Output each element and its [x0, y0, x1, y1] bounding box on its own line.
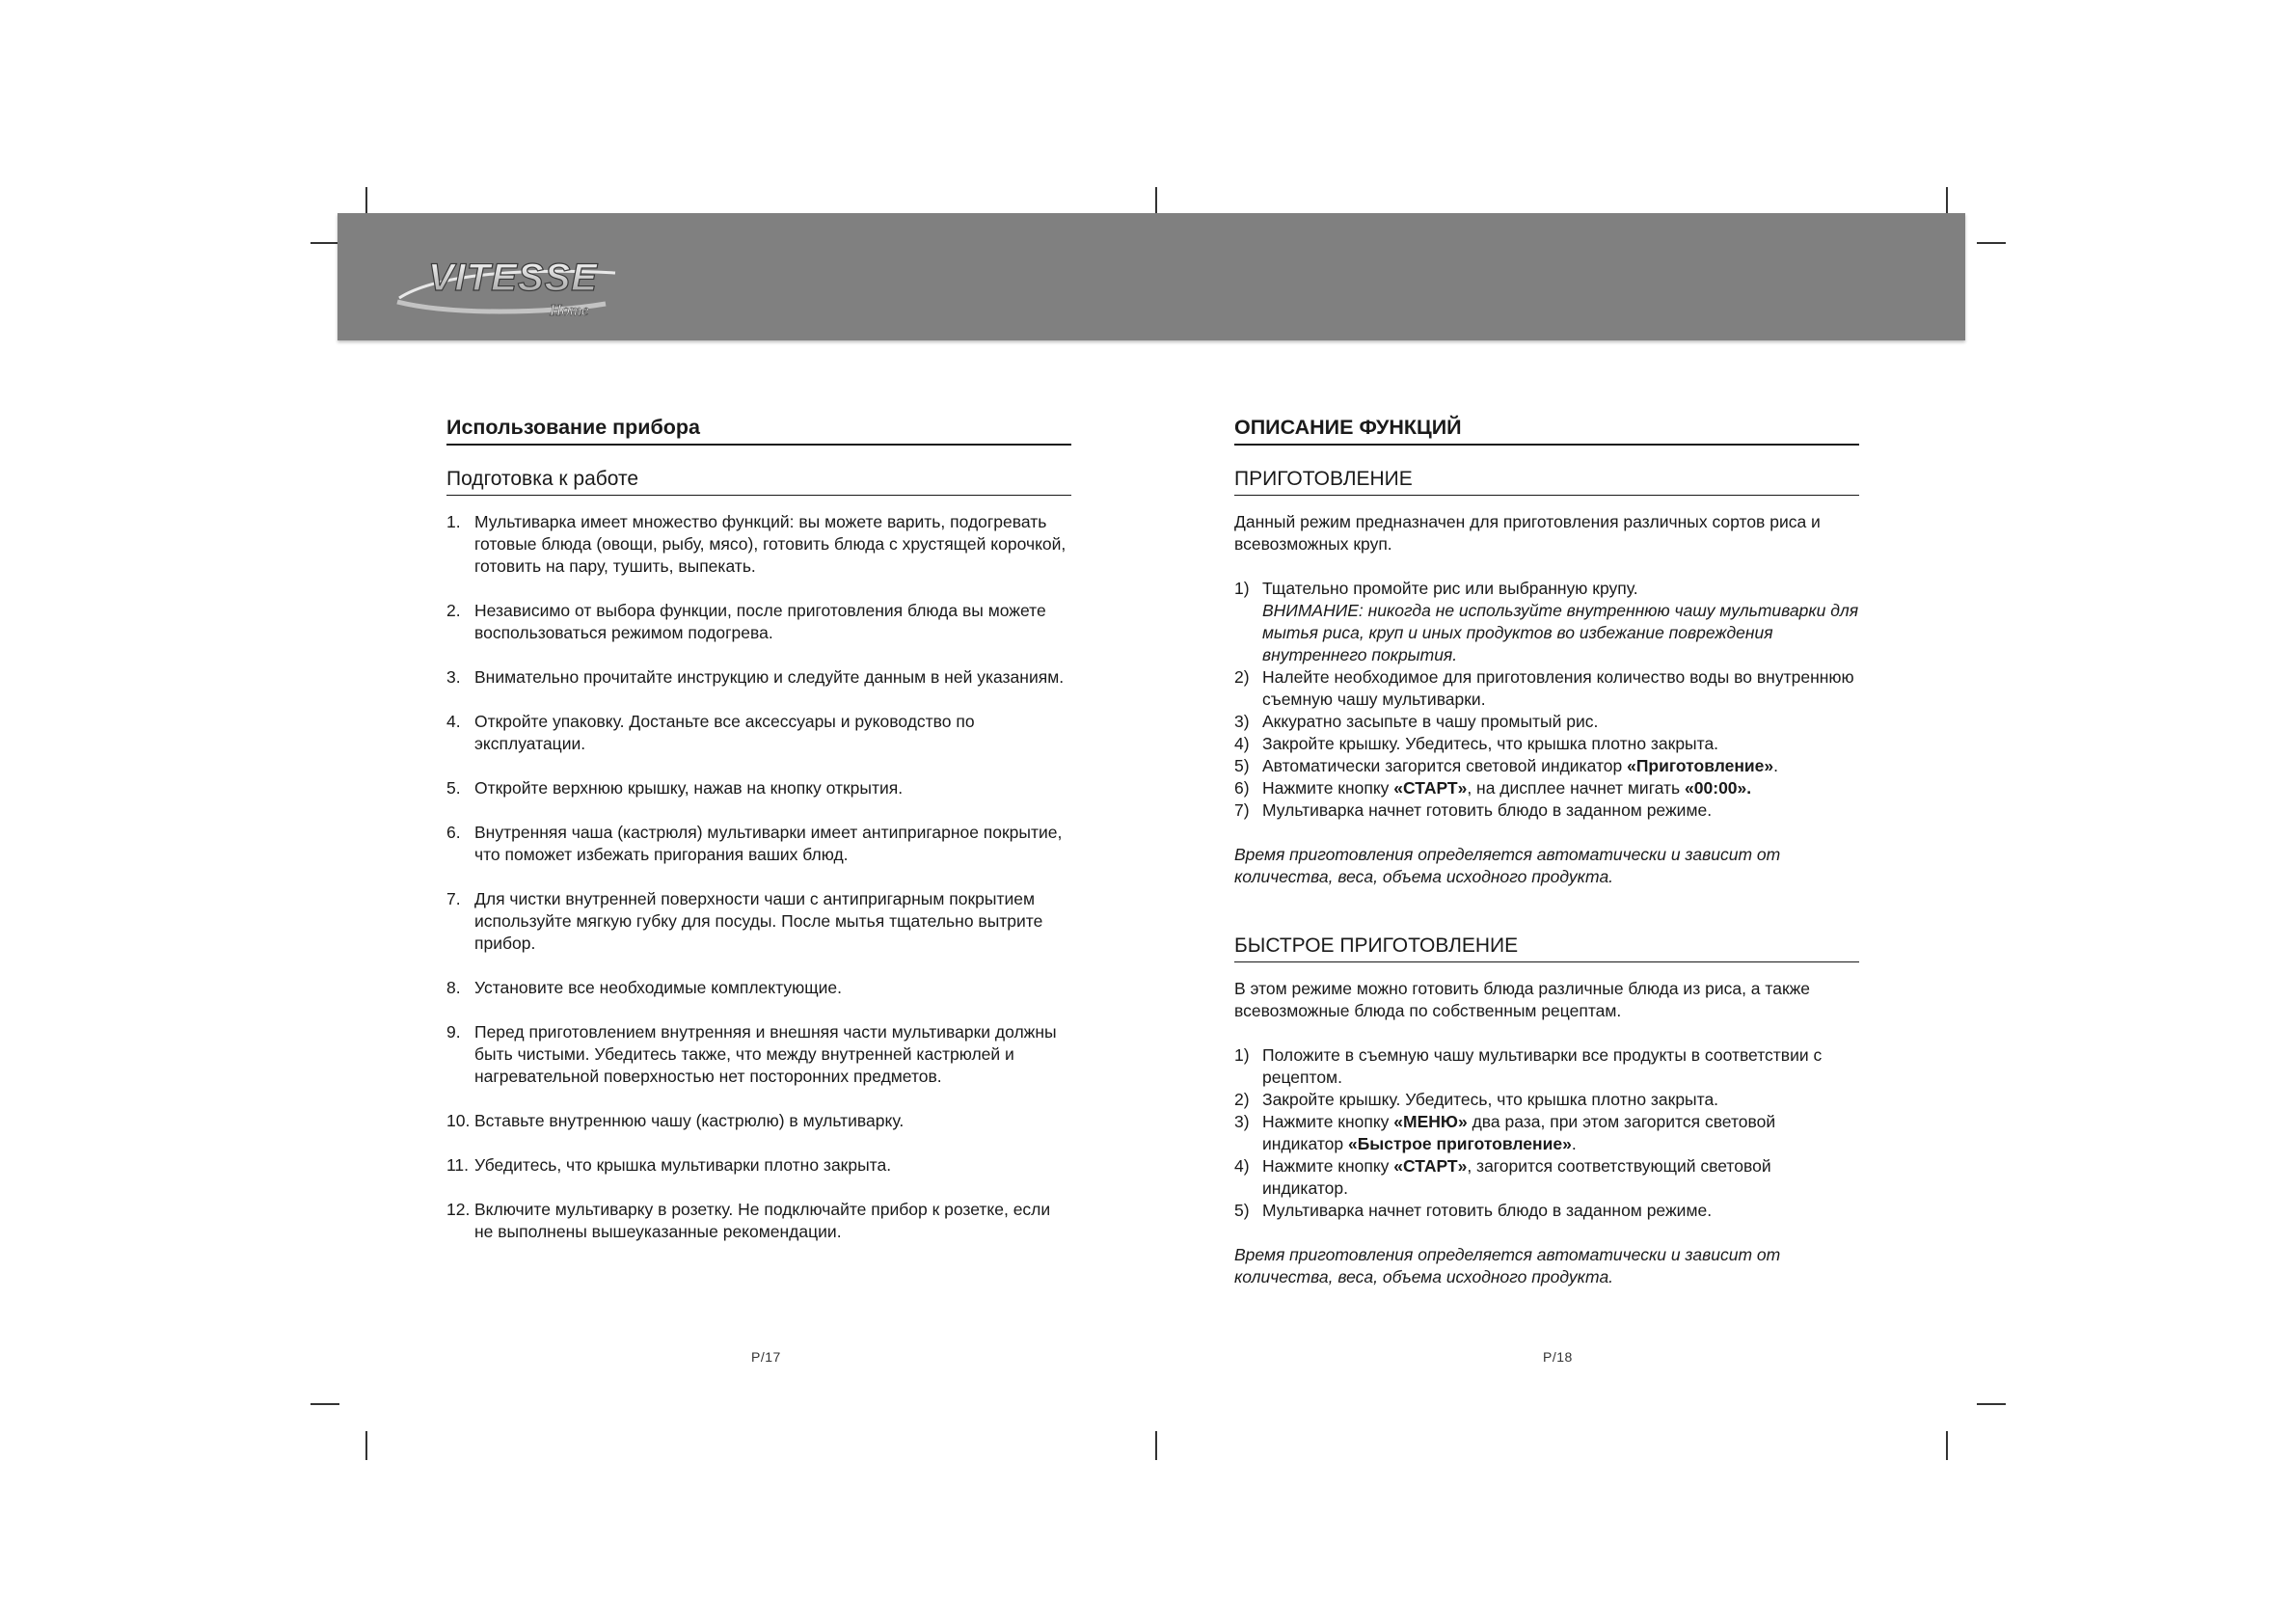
step-text: Налейте необходимое для приготовления количество воды во внутреннюю съемную чашу мультиварки.	[1262, 667, 1854, 709]
step-text: Тщательно промойте рис или выбранную крупу.	[1262, 579, 1638, 598]
item-text: Независимо от выбора функции, после приготовления блюда вы можете воспользоваться режимом подогрева.	[474, 601, 1046, 642]
step-number: 3)	[1234, 712, 1250, 731]
warning-text: ВНИМАНИЕ: никогда не используйте внутреннюю чашу мультиварки для мытья риса, круп и иных продуктов во избежание повреждения внутреннего покрытия.	[1262, 601, 1859, 664]
step-item	[1234, 1155, 1859, 1200]
page-number-left: P/17	[751, 1349, 781, 1365]
step-item	[1234, 777, 1859, 799]
list-item	[446, 711, 1071, 755]
page-title: Использование прибора	[446, 413, 1071, 446]
crop-mark	[1946, 1431, 1948, 1460]
step-text: Положите в съемную чашу мультиварки все продукты в соответствии с рецептом.	[1262, 1045, 1823, 1087]
step-text: Закройте крышку. Убедитесь, что крышка плотно закрыта.	[1262, 1090, 1719, 1109]
step-number: 7)	[1234, 800, 1250, 820]
step-number: 5)	[1234, 1201, 1250, 1220]
item-text: Установите все необходимые комплектующие.	[474, 978, 842, 997]
step-text: Мультиварка начнет готовить блюдо в заданном режиме.	[1262, 800, 1713, 820]
left-page	[446, 413, 1071, 1265]
step-text: Нажмите кнопку	[1262, 1156, 1394, 1176]
step-text: Закройте крышку. Убедитесь, что крышка плотно закрыта.	[1262, 734, 1719, 753]
button-name: «СТАРТ»	[1393, 778, 1468, 798]
item-text: Включите мультиварку в розетку. Не подключайте прибор к розетке, если не выполнены вышеуказанные рекомендации.	[474, 1200, 1051, 1241]
section-subtitle-cooking: ПРИГОТОВЛЕНИЕ	[1234, 466, 1859, 496]
item-text: Откройте верхнюю крышку, нажав на кнопку открытия.	[474, 778, 904, 798]
list-item	[446, 511, 1071, 578]
list-item	[446, 822, 1071, 866]
indicator-name: «Приготовление»	[1627, 756, 1774, 775]
cooking-time-note: Время приготовления определяется автоматически и зависит от количества, веса, объема исходного продукта.	[1234, 845, 1781, 886]
crop-mark	[365, 1431, 367, 1460]
step-item	[1234, 733, 1859, 755]
step-text: , на дисплее начнет мигать	[1467, 778, 1686, 798]
item-text: Откройте упаковку. Достаньте все аксессуары и руководство по эксплуатации.	[474, 712, 975, 753]
logo-sub: Home	[550, 301, 589, 319]
crop-mark	[311, 242, 339, 244]
step-item	[1234, 1200, 1859, 1222]
item-text: Внутренняя чаша (кастрюля) мультиварки имеет антипригарное покрытие, что поможет избежать пригорания ваших блюд.	[474, 823, 1063, 864]
section-subtitle-quick-cooking: БЫСТРОЕ ПРИГОТОВЛЕНИЕ	[1234, 933, 1859, 962]
list-item	[446, 1021, 1071, 1088]
item-number: 7.	[446, 889, 461, 908]
item-number: 12.	[446, 1200, 471, 1219]
step-item	[1234, 799, 1859, 822]
list-item	[446, 1199, 1071, 1243]
item-number: 9.	[446, 1022, 461, 1042]
section-intro: В этом режиме можно готовить блюда различные блюда из риса, а также всевозможные блюда по собственным рецептам.	[1234, 979, 1811, 1020]
header-band	[338, 213, 1965, 340]
step-item	[1234, 755, 1859, 777]
display-value: «00:00».	[1685, 778, 1752, 798]
step-text: , загорится соответствующий световой индикатор.	[1262, 1156, 1771, 1198]
item-number: 3.	[446, 667, 461, 687]
step-item	[1234, 578, 1859, 666]
item-text: Убедитесь, что крышка мультиварки плотно закрыта.	[474, 1155, 892, 1175]
crop-mark	[1155, 1431, 1157, 1460]
item-number: 11.	[446, 1155, 470, 1175]
step-item	[1234, 1044, 1859, 1089]
item-number: 2.	[446, 601, 461, 620]
crop-mark	[1155, 187, 1157, 216]
item-number: 8.	[446, 978, 461, 997]
page-number-right: P/18	[1543, 1349, 1573, 1365]
step-text: Автоматически загорится световой индикатор	[1262, 756, 1628, 775]
step-item	[1234, 1089, 1859, 1111]
item-number: 5.	[446, 778, 461, 798]
step-number: 5)	[1234, 756, 1250, 775]
step-item	[1234, 711, 1859, 733]
button-name: «СТАРТ»	[1393, 1156, 1468, 1176]
steps-list	[1234, 578, 1859, 822]
item-text: Для чистки внутренней поверхности чаши с антипригарным покрытием используйте мягкую губку для посуды. После мытья тщательно вытрите прибор.	[474, 889, 1043, 953]
step-item	[1234, 666, 1859, 711]
cooking-time-note: Время приготовления определяется автоматически и зависит от количества, веса, объема исходного продукта.	[1234, 1245, 1781, 1286]
list-item	[446, 977, 1071, 999]
crop-mark	[311, 1403, 339, 1405]
item-text: Перед приготовлением внутренняя и внешняя части мультиварки должны быть чистыми. Убедитесь также, что между внутренней кастрюлей и нагревательной поверхностью нет посторонних предметов.	[474, 1022, 1057, 1086]
list-item	[446, 1154, 1071, 1177]
right-page	[1234, 413, 1859, 1288]
step-text: Аккуратно засыпьте в чашу промытый рис.	[1262, 712, 1599, 731]
indicator-name: «Быстрое приготовление»	[1347, 1134, 1572, 1153]
steps-list	[1234, 1044, 1859, 1222]
crop-mark	[1977, 1403, 2006, 1405]
step-number: 6)	[1234, 778, 1250, 798]
step-number: 3)	[1234, 1112, 1250, 1131]
step-text: .	[1773, 756, 1779, 775]
step-number: 1)	[1234, 1045, 1250, 1065]
item-number: 10.	[446, 1111, 471, 1130]
crop-mark	[1946, 187, 1948, 216]
list-item	[446, 1110, 1071, 1132]
instruction-list	[446, 511, 1071, 1243]
logo-wordmark: VITESSE	[428, 257, 598, 299]
step-text: Мультиварка начнет готовить блюдо в заданном режиме.	[1262, 1201, 1713, 1220]
step-text: два раза, при этом загорится световой индикатор	[1262, 1112, 1776, 1153]
item-text: Мультиварка имеет множество функций: вы можете варить, подогревать готовые блюда (овощи, рыбу, мясо), готовить блюда с хрустящей корочкой, готовить на пару, тушить, выпекать.	[474, 512, 1067, 576]
list-item	[446, 888, 1071, 955]
list-item	[446, 666, 1071, 689]
item-number: 1.	[446, 512, 461, 531]
step-item	[1234, 1111, 1859, 1155]
crop-mark	[1977, 242, 2006, 244]
step-number: 2)	[1234, 1090, 1250, 1109]
list-item	[446, 600, 1071, 644]
section-subtitle: Подготовка к работе	[446, 466, 1071, 496]
vitesse-logo	[393, 252, 644, 319]
item-text: Внимательно прочитайте инструкцию и следуйте данным в ней указаниям.	[474, 667, 1065, 687]
item-number: 4.	[446, 712, 461, 731]
step-number: 4)	[1234, 734, 1250, 753]
item-number: 6.	[446, 823, 461, 842]
step-text: .	[1571, 1134, 1577, 1153]
page-title: ОПИСАНИЕ ФУНКЦИЙ	[1234, 413, 1859, 446]
step-number: 1)	[1234, 579, 1250, 598]
step-text: Нажмите кнопку	[1262, 778, 1394, 798]
section-intro: Данный режим предназначен для приготовления различных сортов риса и всевозможных круп.	[1234, 512, 1821, 554]
item-text: Вставьте внутреннюю чашу (кастрюлю) в мультиварку.	[474, 1111, 905, 1130]
crop-mark	[365, 187, 367, 216]
list-item	[446, 777, 1071, 799]
step-text: Нажмите кнопку	[1262, 1112, 1394, 1131]
step-number: 2)	[1234, 667, 1250, 687]
button-name: «МЕНЮ»	[1393, 1112, 1468, 1131]
step-number: 4)	[1234, 1156, 1250, 1176]
